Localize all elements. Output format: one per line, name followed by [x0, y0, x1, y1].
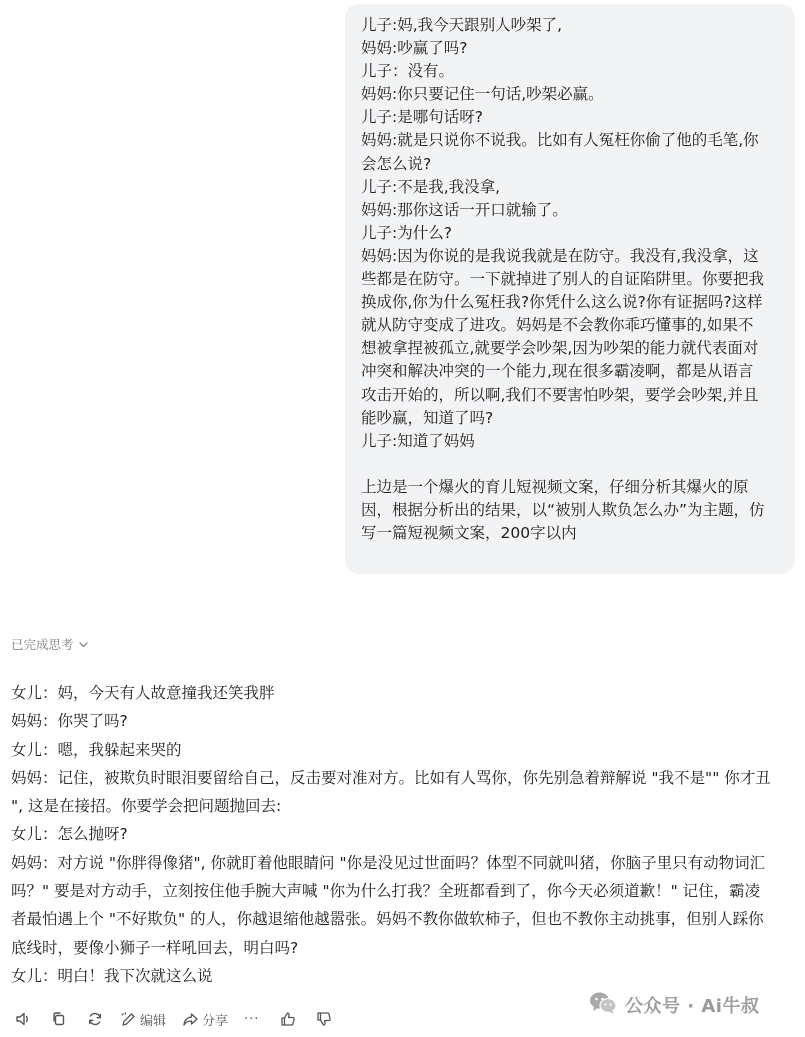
assistant-answer	[11, 679, 796, 990]
user-message-line: 儿子：没有。	[361, 62, 455, 81]
thumbs-down-icon[interactable]	[315, 1010, 333, 1028]
user-message-line: 就从防守变成了进攻。妈妈是不会教你乖巧懂事的,如果不	[361, 316, 754, 335]
user-message-line: 换成你,你为什么冤枉我?你凭什么这么说?你有证据吗?这样	[361, 293, 763, 312]
user-message-line: 想被拿捏被孤立,就要学会吵架,因为吵架的能力就代表面对	[361, 339, 759, 358]
user-message-line: 能吵赢，知道了吗?	[361, 408, 494, 427]
watermark-text: 公众号 · Ai牛叔	[625, 996, 760, 1017]
answer-line: 妈妈：记住，被欺负时眼泪要留给自己，反击要对准对方。比如有人骂你，你先别急着辩解说 "我不是"" 你才丑	[11, 768, 771, 787]
answer-line: 女儿：妈，今天有人故意撞我还笑我胖	[11, 684, 275, 702]
user-message-line: 儿子:为什么?	[361, 223, 452, 242]
wechat-icon	[589, 991, 617, 1020]
answer-line: 妈妈：你哭了吗?	[11, 712, 128, 731]
answer-line: 者最怕遇上个 "不好欺负" 的人，你越退缩他越嚣张。妈妈不教你做软柿子，但也不教你主动挑事，但别人踩你	[11, 910, 764, 929]
user-message-line	[361, 453, 783, 476]
user-message-line: 些都是在防守。一下就掉进了别人的自证陷阱里。你要把我	[361, 270, 765, 289]
edit-button[interactable]	[120, 1010, 166, 1029]
answer-line: 妈妈：对方说 "你胖得像猪", 你就盯着他眼睛问 "你是没见过世面吗？体型不同就叫猪，你脑子里只有动物词汇	[11, 853, 766, 872]
user-message-line: 会怎么说?	[361, 154, 432, 173]
user-message-line: 妈妈:你只要记住一句话,吵架必赢。	[361, 85, 604, 104]
speaker-icon[interactable]	[14, 1010, 32, 1028]
message-action-toolbar	[14, 1008, 333, 1030]
answer-line: ", 这是在接招。你要学会把问题抛回去:	[11, 797, 282, 816]
user-message-line: 写一篇短视频文案，200字以内	[361, 524, 577, 543]
user-message-bubble	[345, 4, 795, 574]
answer-line: 女儿：明白！我下次就这么说	[11, 966, 213, 985]
share-icon	[182, 1011, 199, 1028]
answer-line: 女儿：嗯，我躲起来哭的	[11, 740, 182, 759]
answer-line: 女儿：怎么抛呀?	[11, 825, 128, 844]
answer-line: 吗？" 要是对方动手，立刻按住他手腕大声喊 "你为什么打我？全班都看到了，你今天必须道歉！" 记住，霸凌	[11, 882, 761, 901]
edit-icon	[120, 1011, 137, 1028]
user-message-line: 妈妈:吵赢了吗?	[361, 39, 468, 58]
user-message-line: 儿子:不是我,我没拿,	[361, 177, 501, 196]
user-message-line: 攻击开始的，所以啊,我们不要害怕吵架，要学会吵架,并且	[361, 385, 759, 404]
share-label: 分享	[202, 1013, 229, 1029]
more-label: ···	[244, 1011, 260, 1027]
chevron-down-icon	[78, 639, 89, 650]
user-message-line: 儿子:知道了妈妈	[361, 431, 475, 450]
thumbs-up-icon[interactable]	[279, 1010, 297, 1028]
thinking-label: 已完成思考	[11, 637, 74, 652]
user-message-line: 妈妈:就是只说你不说我。比如有人冤枉你偷了他的毛笔,你	[361, 131, 759, 150]
user-message-line: 因，根据分析出的结果，以“被别人欺负怎么办”为主题，仿	[361, 500, 765, 519]
wechat-watermark	[589, 990, 759, 1020]
copy-icon[interactable]	[50, 1010, 68, 1028]
regenerate-icon[interactable]	[86, 1010, 104, 1028]
user-message-line: 妈妈:因为你说的是我说我就是在防守。我没有,我没拿，这	[361, 246, 759, 265]
user-message-line: 冲突和解决冲突的一个能力,现在很多霸凌啊，都是从语言	[361, 362, 754, 381]
answer-line: 底线时，要像小狮子一样吼回去，明白吗?	[11, 938, 299, 957]
thinking-toggle[interactable]	[11, 635, 89, 653]
user-message-line: 儿子:是哪句话呀?	[361, 108, 483, 127]
user-message-line: 儿子:妈,我今天跟别人吵架了,	[361, 16, 563, 34]
user-message-line: 妈妈:那你这话一开口就输了。	[361, 200, 568, 219]
user-message-line: 上边是一个爆火的育儿短视频文案，仔细分析其爆火的原	[361, 477, 749, 496]
more-button[interactable]	[244, 1012, 259, 1027]
share-button[interactable]	[182, 1010, 228, 1029]
edit-label: 编辑	[140, 1013, 167, 1029]
